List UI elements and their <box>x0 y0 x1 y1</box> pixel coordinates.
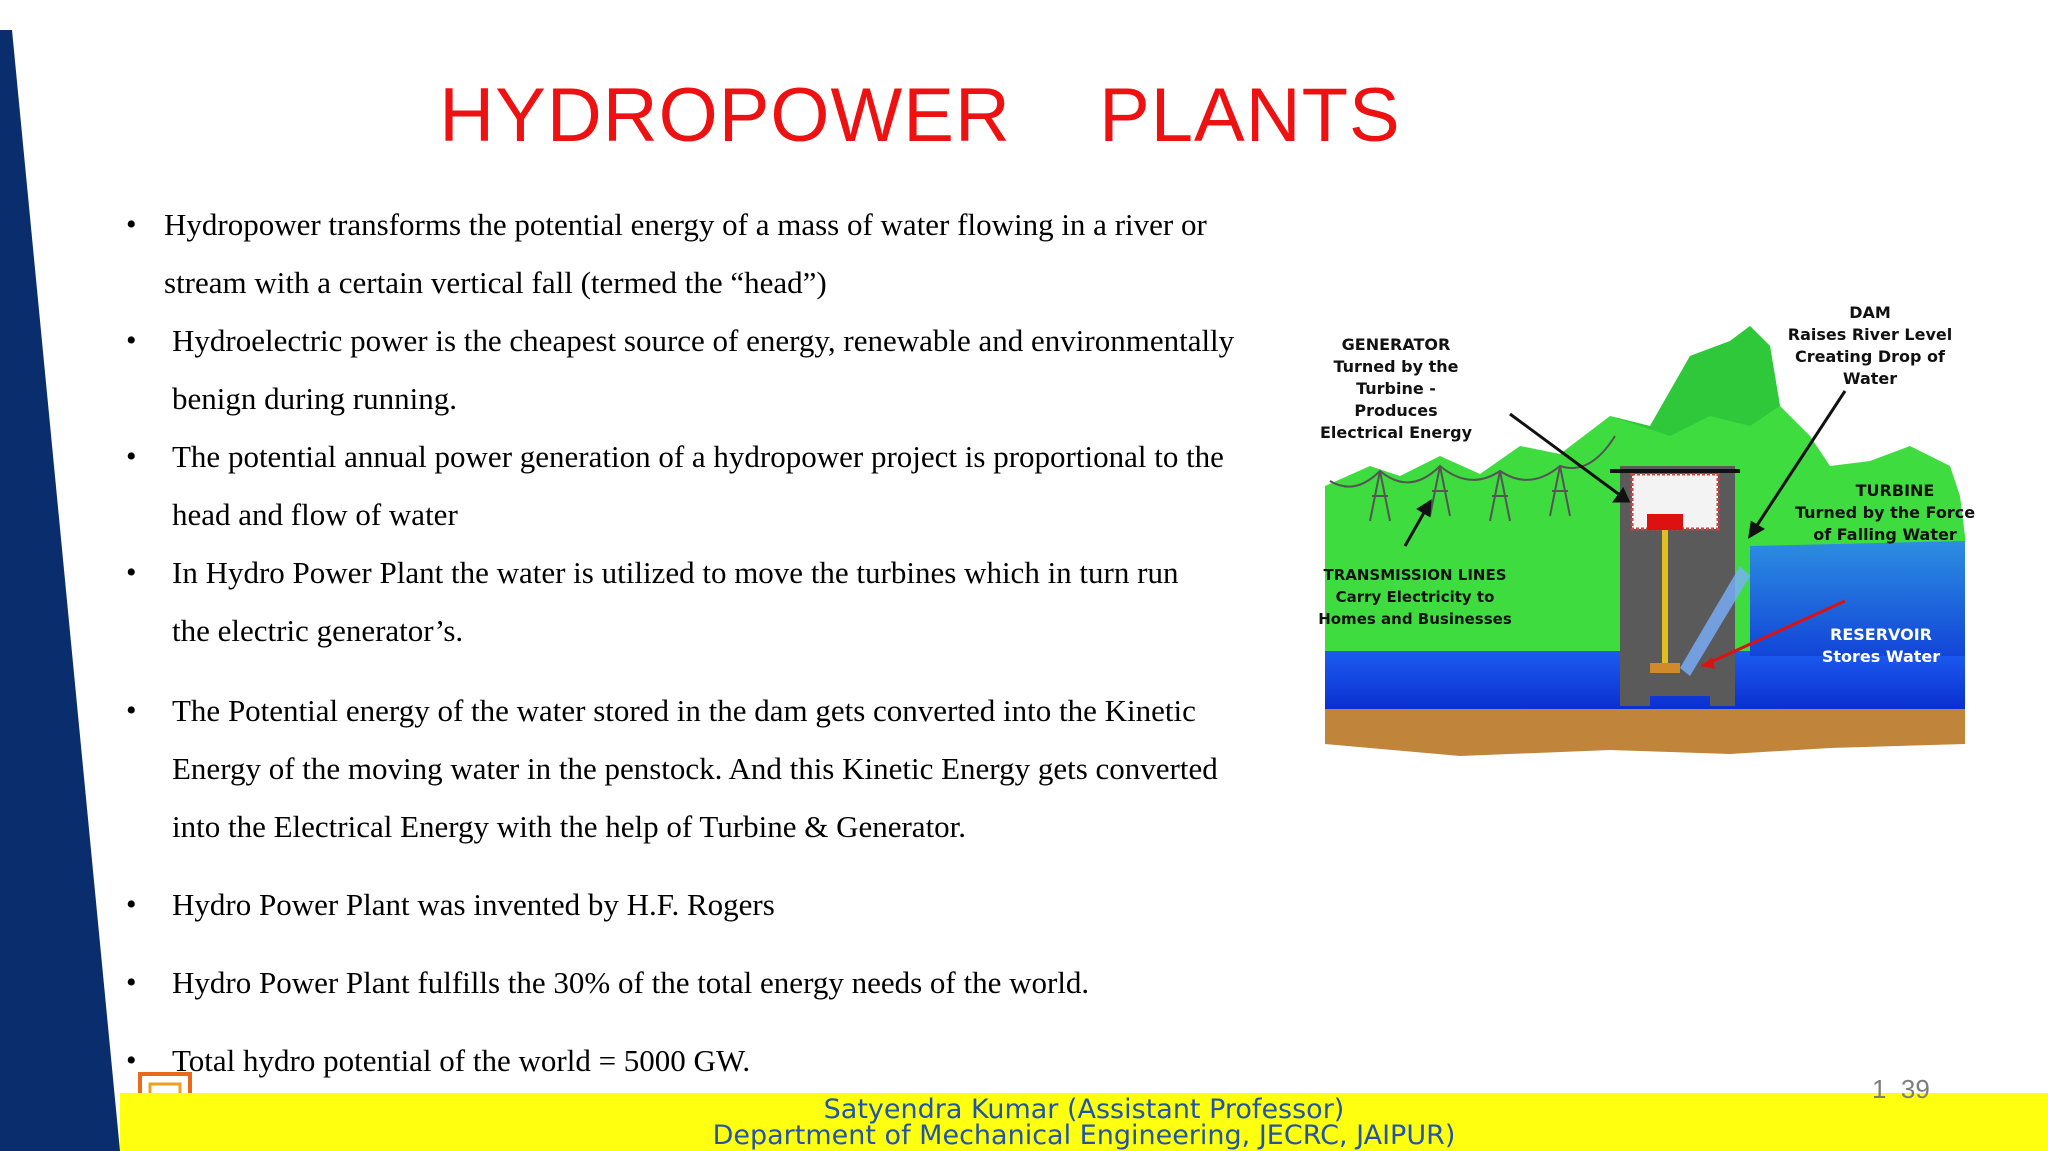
mountain-shade <box>1610 326 1780 436</box>
hydropower-diagram <box>1310 296 1976 766</box>
bullet-line: Energy of the moving water in the penstock. And this Kinetic Energy gets converted <box>172 751 1218 786</box>
left-accent-bar <box>0 0 130 1151</box>
bullet-line: In Hydro Power Plant the water is utilized to move the turbines which in turn run <box>172 555 1179 590</box>
page-number: 1 39 <box>1872 1074 1930 1104</box>
bullet-marker: • <box>126 694 137 727</box>
bullet-line: The potential annual power generation of a hydropower project is proportional to the <box>172 439 1224 474</box>
bullet-line: the electric generator’s. <box>172 613 464 648</box>
bullet-marker: • <box>126 888 137 921</box>
turbine-block <box>1650 663 1680 673</box>
bullet-line: head and flow of water <box>172 497 458 532</box>
slide-title: HYDROPOWER PLANTS <box>439 73 1401 158</box>
bullet-line: Hydropower transforms the potential energy of a mass of water flowing in a river or <box>164 207 1207 242</box>
dam-label: DAM Raises River Level Creating Drop of Water <box>1787 303 1953 388</box>
bullet-marker: • <box>126 1044 137 1077</box>
generator-label: GENERATOR Turned by the Turbine - Produces Electrical Energy <box>1319 335 1473 442</box>
bullet-marker: • <box>126 556 137 589</box>
turbine-label: TURBINE <box>1855 481 1935 500</box>
bullet-marker: • <box>126 324 137 357</box>
reservoir-label: RESERVOIR Stores Water <box>1821 625 1941 666</box>
footer-department: Department of Mechanical Engineering, JECRC, JAIPUR) <box>712 1120 1456 1151</box>
footer-bar <box>120 1093 2048 1151</box>
bullet-line: into the Electrical Energy with the help of Turbine & Generator. <box>172 809 967 844</box>
bullet-marker: • <box>126 208 137 241</box>
transmission-lines-label: TRANSMISSION LINES Carry Electricity to Homes and Businesses <box>1318 566 1512 628</box>
bullet-marker: • <box>126 966 137 999</box>
bullet-marker: • <box>126 440 137 473</box>
turbine-description: Turned by the Force of Falling Water <box>1794 503 1976 544</box>
bullet-line: The Potential energy of the water stored in the dam gets converted into the Kinetic <box>172 693 1196 728</box>
bullet-line: Hydro Power Plant was invented by H.F. Rogers <box>172 887 775 922</box>
bullet-line: Hydro Power Plant fulfills the 30% of the total energy needs of the world. <box>172 965 1090 1000</box>
turbine-shaft <box>1662 530 1668 665</box>
ground-layer <box>1325 706 1965 756</box>
bullet-line: Hydroelectric power is the cheapest source of energy, renewable and environmentally <box>172 323 1235 358</box>
generator-block <box>1647 514 1683 530</box>
footer-author: Satyendra Kumar (Assistant Professor) <box>823 1094 1345 1125</box>
bullet-line: benign during running. <box>172 381 457 416</box>
bullet-line: stream with a certain vertical fall (termed the “head”) <box>164 265 827 300</box>
bullet-line: Total hydro potential of the world = 5000 GW. <box>172 1043 751 1078</box>
